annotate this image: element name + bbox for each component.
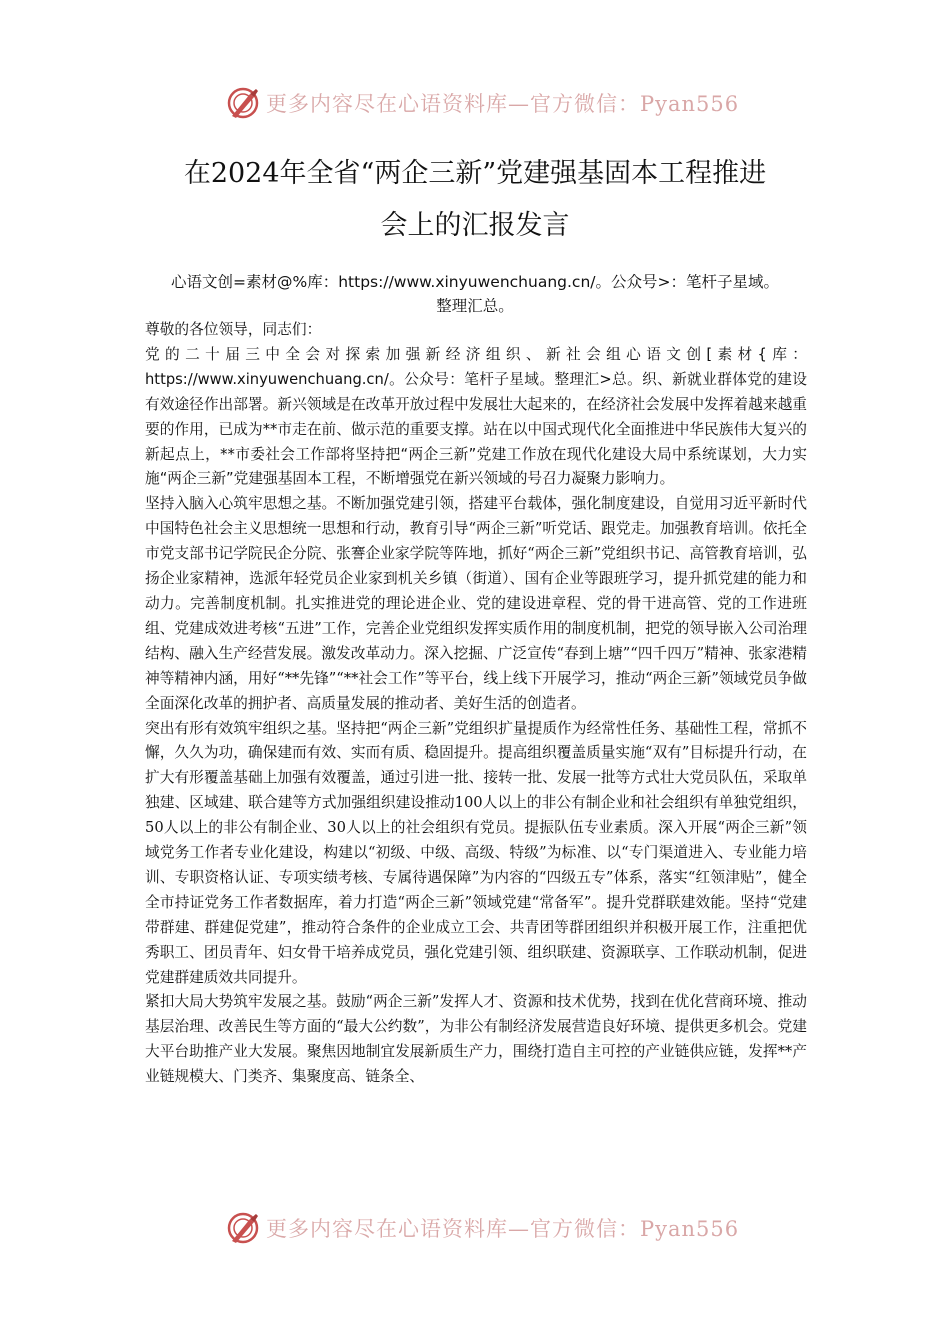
paragraph-development: 紧扣大局大势筑牢发展之基。鼓励“两企三新”发挥人才、资源和技术优势，找到在优化营商环境、推动基层治理、改善民生等方面的“最大公约数”，为非公有制经济发展营造良好环境、提供更多机会。党建大平台助推产业大发展。聚焦因地制宜发展新质生产力，围绕打造自主可控的产业链供应链，发挥**产业链规模大、门类齐、集聚度高、链条全、 <box>145 993 807 1086</box>
pen-logo-icon <box>226 86 260 120</box>
source-note-line-1: 心语文创=素材@%库：https://www.xinyuwenchuang.cn/。公众号>：笔杆子星域。 <box>171 273 779 291</box>
watermark-text: 更多内容尽在心语资料库—官方微信：Pyan556 <box>266 92 740 116</box>
salutation: 尊敬的各位领导，同志们： <box>145 321 322 338</box>
title-line-2: 会上的汇报发言 <box>380 210 570 241</box>
page-title <box>120 148 830 252</box>
source-note <box>130 270 820 318</box>
watermark-text: 更多内容尽在心语资料库—官方微信：Pyan556 <box>266 1217 740 1241</box>
paragraph-intro: 党的二十届三中全会对探索加强新经济组织、新社会组心语文创[素材{库：https://www.xinyuwenchuang.cn/。公众号：笔杆子星域。整理汇>总。织、新就业群体党的建设有效途径作出部署。新兴领域是在改革开放过程中发展壮大起来的，在经济社会发展中发挥着越来越重要的作用，已成为**市走在前、做示范的重要支撑。站在以中国式现代化全面推进中华民族伟大复兴的新起点上，**市委社会工作部将坚持把“两企三新”党建工作放在现代化建设大局中系统谋划，大力实施“两企三新”党建强基固本工程，不断增强党在新兴领域的号召力凝聚力影响力。 <box>145 345 807 488</box>
paragraph-ideology: 坚持入脑入心筑牢思想之基。不断加强党建引领，搭建平台载体，强化制度建设，自觉用习近平新时代中国特色社会主义思想统一思想和行动，教育引导“两企三新”听党话、跟党走。加强教育培训。依托全市党支部书记学院民企分院、张謇企业家学院等阵地，抓好“两企三新”党组织书记、高管教育培训，弘扬企业家精神，选派年轻党员企业家到机关乡镇（街道）、国有企业等跟班学习，提升抓党建的能力和动力。完善制度机制。扎实推进党的理论进企业、党的建设进章程、党的骨干进高管、党的工作进班组、党建成效进考核“五进”工作，完善企业党组织发挥实质作用的制度机制，把党的领导嵌入公司治理结构、融入生产经营发展。激发改革动力。深入挖掘、广泛宣传“春到上塘”“四千四万”精神、张家港精神等精神内涵，用好“**先锋”“**社会工作”等平台，线上线下开展学习，推动“两企三新”领域党员争做全面深化改革的拥护者、高质量发展的推动者、美好生活的创造者。 <box>145 495 807 712</box>
title-line-1: 在2024年全省“两企三新”党建强基固本工程推进 <box>183 158 767 189</box>
paragraph-organization: 突出有形有效筑牢组织之基。坚持把“两企三新”党组织扩量提质作为经常性任务、基础性工程，常抓不懈，久久为功，确保建而有效、实而有质、稳固提升。提高组织覆盖质量实施“双有”目标提升行动，在扩大有形覆盖基础上加强有效覆盖，通过引进一批、接转一批、发展一批等方式壮大党员队伍，采取单独建、区域建、联合建等方式加强组织建设推动100人以上的非公有制企业和社会组织有单独党组织，50人以上的非公有制企业、30人以上的社会组织有党员。提振队伍专业素质。深入开展“两企三新”领域党务工作者专业化建设，构建以“初级、中级、高级、特级”为标准、以“专门渠道进入、专业能力培训、专职资格认证、专项实绩考核、专属待遇保障”为内容的“四级五专”体系，落实“红领津贴”，健全全市持证党务工作者数据库，着力打造“两企三新”领域党建“常备军”。提升党群联建效能。坚持“党建带群建、群建促党建”，推动符合条件的企业成立工会、共青团等群团组织并积极开展工作，注重把优秀职工、团员青年、妇女骨干培养成党员，强化党建引领、组织联建、资源联享、工作联动机制，促进党建群建质效共同提升。 <box>145 719 807 986</box>
pen-logo-icon <box>226 1211 260 1245</box>
document-body <box>145 318 807 1090</box>
watermark-banner-top <box>226 83 740 123</box>
watermark-banner-bottom <box>226 1208 740 1248</box>
source-note-line-2: 整理汇总。 <box>436 297 514 315</box>
